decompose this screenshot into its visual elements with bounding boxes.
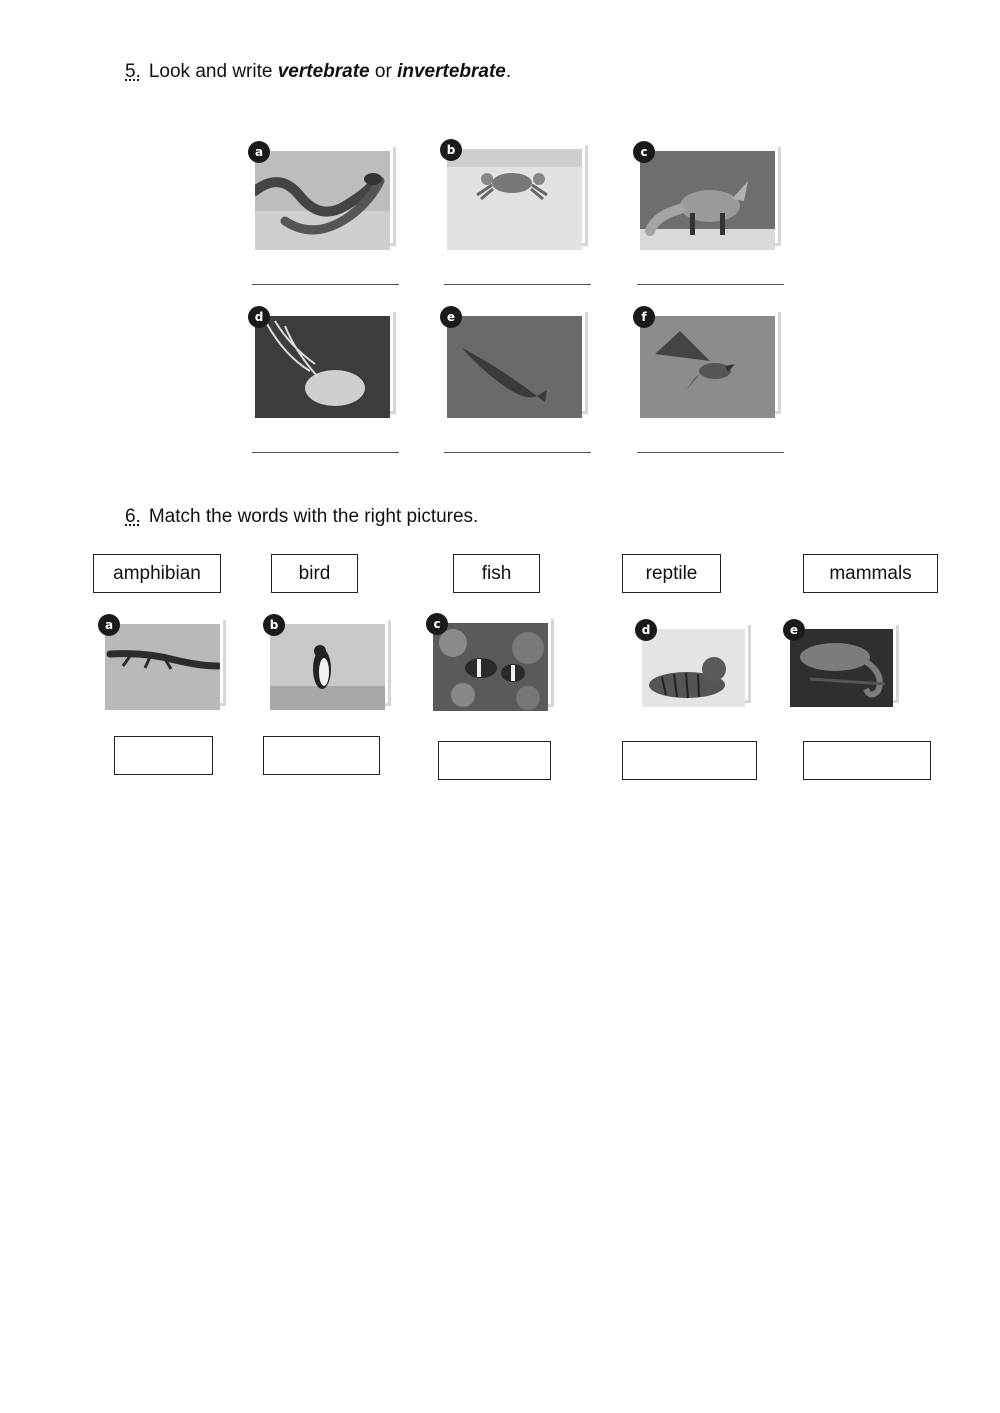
answer-line-5e[interactable] <box>444 452 591 453</box>
word-box-mammals[interactable]: mammals <box>803 554 938 593</box>
answer-line-5f[interactable] <box>637 452 784 453</box>
picture-5e-dolphin <box>446 310 582 418</box>
keyword-invertebrate: invertebrate <box>397 61 506 82</box>
penguin-photo <box>270 624 385 710</box>
chameleon-photo <box>790 629 893 707</box>
fox-photo <box>640 151 775 250</box>
picture-letter: c <box>426 613 448 635</box>
exercise-number: 5. <box>125 61 141 82</box>
picture-letter: d <box>635 619 657 641</box>
dolphin-photo <box>447 316 582 418</box>
jellyfish-photo <box>255 316 390 418</box>
picture-6e-chameleon <box>789 623 893 707</box>
picture-letter: e <box>440 306 462 328</box>
picture-letter: d <box>248 306 270 328</box>
exercise-6-instruction <box>125 505 478 529</box>
picture-6d-tiger <box>641 623 745 707</box>
answer-box-6b[interactable] <box>263 736 380 775</box>
keyword-vertebrate: vertebrate <box>277 61 370 82</box>
word-box-fish[interactable]: fish <box>453 554 540 593</box>
snake-photo <box>255 151 390 250</box>
answer-line-5c[interactable] <box>637 284 784 285</box>
bird-photo <box>640 316 775 418</box>
answer-line-5b[interactable] <box>444 284 591 285</box>
picture-letter: a <box>98 614 120 636</box>
picture-letter: e <box>783 619 805 641</box>
picture-5a-snake <box>254 145 390 250</box>
newt-photo <box>105 624 220 710</box>
picture-5d-jellyfish <box>254 310 390 418</box>
instruction-text: Match the words with the right pictures. <box>148 506 479 527</box>
instruction-or: or <box>374 61 392 82</box>
picture-letter: b <box>263 614 285 636</box>
word-box-amphibian[interactable]: amphibian <box>93 554 221 593</box>
picture-6a-newt <box>104 618 220 710</box>
answer-box-6d[interactable] <box>622 741 757 780</box>
tiger-photo <box>642 629 745 707</box>
picture-5b-crab <box>446 143 582 250</box>
picture-letter: a <box>248 141 270 163</box>
picture-5c-fox <box>640 145 775 250</box>
answer-line-5d[interactable] <box>252 452 399 453</box>
word-box-bird[interactable]: bird <box>271 554 358 593</box>
picture-5f-bird <box>640 310 775 418</box>
picture-letter: f <box>633 306 655 328</box>
answer-box-6e[interactable] <box>803 741 931 780</box>
instruction-text: Look and write <box>148 61 273 82</box>
picture-letter: b <box>440 139 462 161</box>
answer-box-6a[interactable] <box>114 736 213 775</box>
exercise-number: 6. <box>125 506 141 527</box>
picture-letter: c <box>633 141 655 163</box>
crab-photo <box>447 149 582 250</box>
exercise-5-instruction: 5. Look and write vertebrate or invertebrate. <box>125 61 512 82</box>
word-box-reptile[interactable]: reptile <box>622 554 721 593</box>
picture-6b-penguin <box>269 618 385 710</box>
picture-6c-clownfish <box>433 617 548 711</box>
clownfish-photo <box>433 623 548 711</box>
answer-line-5a[interactable] <box>252 284 399 285</box>
answer-box-6c[interactable] <box>438 741 551 780</box>
